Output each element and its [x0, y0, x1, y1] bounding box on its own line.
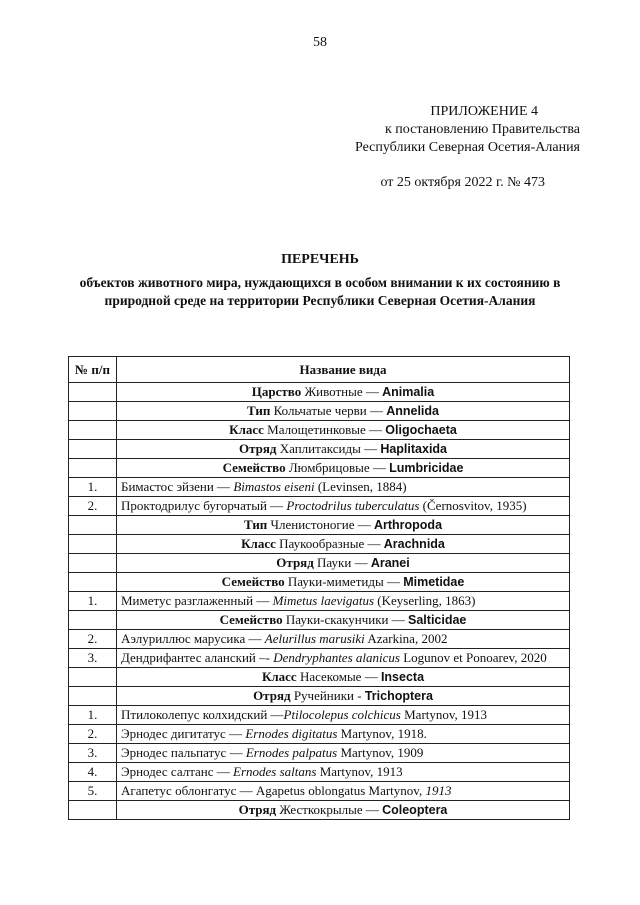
- taxon-name-latin: Arachnida: [383, 537, 445, 551]
- taxon-rank: Тип: [247, 403, 271, 418]
- taxon-group-row: [69, 535, 570, 554]
- species-row: [69, 478, 570, 497]
- taxon-separator: —: [369, 460, 390, 475]
- species-name-cell: [117, 782, 570, 801]
- species-name-cell: [117, 725, 570, 744]
- species-author: Martynov, 1913: [316, 764, 403, 779]
- species-name-ru: Миметус разглаженный —: [121, 593, 273, 608]
- taxon-group-row: [69, 516, 570, 535]
- table-header-row: [69, 357, 570, 383]
- taxon-name-latin: Lumbricidae: [389, 461, 464, 475]
- species-name-latin: Bimastos eiseni: [233, 479, 315, 494]
- species-name-latin: Ernodes digitatus: [245, 726, 338, 741]
- species-name-cell: [117, 611, 570, 630]
- page-number: 58: [313, 35, 327, 50]
- taxon-separator: —: [361, 669, 381, 684]
- row-number: 2.: [69, 497, 117, 516]
- taxon-group-row: [69, 801, 570, 820]
- appendix-line-2: к постановлению Правительства: [384, 122, 580, 137]
- title-heading: ПЕРЕЧЕНЬ: [281, 252, 359, 267]
- species-author: (Levinsen, 1884): [314, 479, 407, 494]
- species-name-latin: Dendryphantes alanicus: [273, 650, 400, 665]
- species-name-ru: Аэлуриллюс марусика —: [121, 631, 265, 646]
- taxon-name-latin: Salticidae: [408, 613, 467, 627]
- species-name-cell: [117, 573, 570, 592]
- species-row: [69, 630, 570, 649]
- taxon-separator: —: [351, 555, 371, 570]
- appendix-decree-date: от 25 октября 2022 г. № 473: [380, 175, 545, 190]
- species-name-cell: [117, 459, 570, 478]
- species-author: Martynov,: [365, 783, 426, 798]
- row-number: 3.: [69, 744, 117, 763]
- taxon-name-ru: Ручейники: [293, 688, 354, 703]
- taxon-name-ru: Хаплитаксиды: [279, 441, 361, 456]
- taxon-rank: Отряд: [238, 441, 277, 456]
- species-name-cell: [117, 402, 570, 421]
- taxon-name-ru: Паукообразные: [279, 536, 365, 551]
- table-body: [69, 383, 570, 820]
- taxon-rank: Отряд: [276, 555, 314, 570]
- row-number: 2.: [69, 630, 117, 649]
- appendix-line-3: Республики Северная Осетия-Алания: [355, 140, 580, 155]
- taxon-separator: —: [364, 536, 384, 551]
- taxon-name-latin: Animalia: [382, 385, 435, 399]
- species-name-latin: Mimetus laevigatus: [272, 593, 375, 608]
- taxon-name-latin: Coleoptera: [382, 803, 448, 817]
- species-name-latin: Proctodrilus tuberculatus: [286, 498, 420, 513]
- species-author: Martynov, 1913: [400, 707, 488, 722]
- species-name-cell: [117, 516, 570, 535]
- taxon-separator: —: [388, 612, 409, 627]
- species-row: [69, 763, 570, 782]
- species-name-cell: [117, 687, 570, 706]
- species-name-cell: [117, 383, 570, 402]
- taxon-rank: Класс: [261, 669, 297, 684]
- species-name-ru: Агапетус облонгатус —: [121, 783, 256, 798]
- species-name-ru: Эрнодес дигитатус —: [121, 726, 246, 741]
- taxon-name-ru: Пауки-миметиды: [287, 574, 384, 589]
- taxon-name-latin: Oligochaeta: [385, 423, 457, 437]
- taxon-separator: —: [354, 517, 374, 532]
- species-name-latin: Agapetus oblongatus: [255, 783, 366, 798]
- taxon-separator: —: [362, 384, 383, 399]
- title-subtitle: объектов животного мира, нуждающихся в особом внимании к их состоянию в природной среде на территории Республики Северная Осетия-Алания: [79, 275, 561, 308]
- row-number: 5.: [69, 782, 117, 801]
- taxon-group-row: [69, 668, 570, 687]
- taxon-separator: —: [366, 403, 387, 418]
- taxon-name-latin: Arthropoda: [373, 518, 443, 532]
- row-number: 1.: [69, 478, 117, 497]
- taxon-rank: Царство: [251, 384, 302, 399]
- species-name-cell: [117, 592, 570, 611]
- species-name-cell: [117, 763, 570, 782]
- species-row: [69, 497, 570, 516]
- row-number: 2.: [69, 725, 117, 744]
- taxon-separator: —: [365, 422, 386, 437]
- species-name-cell: [117, 440, 570, 459]
- row-number: [69, 402, 117, 421]
- taxon-name-ru: Малощетинковые: [267, 422, 366, 437]
- taxon-name-ru: Животные: [304, 384, 363, 399]
- species-name-latin: Ernodes palpatus: [245, 745, 338, 760]
- taxon-separator: —: [360, 441, 381, 456]
- species-name-cell: [117, 630, 570, 649]
- taxon-name-ru: Кольчатые черви: [273, 403, 367, 418]
- row-number: [69, 535, 117, 554]
- species-row: [69, 592, 570, 611]
- taxon-name-ru: Люмбрицовые: [288, 460, 370, 475]
- taxon-name-latin: Mimetidae: [403, 575, 465, 589]
- row-number: [69, 573, 117, 592]
- species-name-cell: [117, 535, 570, 554]
- row-number: [69, 554, 117, 573]
- species-author: Azarkina, 2002: [364, 631, 448, 646]
- taxon-group-row: [69, 383, 570, 402]
- species-name-cell: [117, 649, 570, 668]
- row-number: [69, 687, 117, 706]
- species-name-latin: Ernodes saltans: [233, 764, 317, 779]
- species-name-ru: Птилоколепус колхидский —: [121, 707, 284, 722]
- taxon-name-latin: Aranei: [370, 556, 410, 570]
- taxon-name-ru: Пауки: [317, 555, 352, 570]
- species-name-cell: [117, 478, 570, 497]
- species-author-year: 1913: [425, 783, 452, 798]
- taxon-rank: Семейство: [219, 612, 283, 627]
- species-name-cell: [117, 744, 570, 763]
- species-author: (Černosvitov, 1935): [419, 498, 527, 513]
- taxon-group-row: [69, 554, 570, 573]
- column-header-number: № п/п: [69, 357, 117, 383]
- taxon-name-ru: Пауки-скакунчики: [285, 612, 389, 627]
- row-number: [69, 440, 117, 459]
- taxon-rank: Семейство: [221, 574, 285, 589]
- column-header-species-name: Название вида: [117, 357, 570, 383]
- taxon-name-latin: Haplitaxida: [380, 442, 447, 456]
- taxon-group-row: [69, 611, 570, 630]
- taxon-rank: Тип: [243, 517, 268, 532]
- species-name-cell: [117, 801, 570, 820]
- taxon-name-ru: Насекомые: [299, 669, 362, 684]
- taxon-rank: Класс: [241, 536, 276, 551]
- species-name-ru: Проктодрилус бугорчатый —: [121, 498, 287, 513]
- row-number: 1.: [69, 706, 117, 725]
- species-author: Martynov, 1918.: [337, 726, 427, 741]
- species-table: [68, 356, 570, 820]
- taxon-group-row: [69, 687, 570, 706]
- taxon-separator: -: [354, 688, 365, 703]
- species-name-cell: [117, 706, 570, 725]
- taxon-name-latin: Insecta: [380, 670, 425, 684]
- species-author: Martynov, 1909: [337, 745, 424, 760]
- row-number: 3.: [69, 649, 117, 668]
- species-name-cell: [117, 668, 570, 687]
- species-name-cell: [117, 497, 570, 516]
- row-number: [69, 611, 117, 630]
- species-row: [69, 725, 570, 744]
- taxon-rank: Отряд: [253, 688, 291, 703]
- taxon-group-row: [69, 402, 570, 421]
- row-number: [69, 421, 117, 440]
- species-name-ru: Эрнодес пальпатус —: [121, 745, 246, 760]
- species-name-ru: Эрнодес салтанс —: [121, 764, 234, 779]
- row-number: [69, 668, 117, 687]
- taxon-group-row: [69, 421, 570, 440]
- taxon-separator: —: [362, 802, 383, 817]
- species-row: [69, 744, 570, 763]
- row-number: [69, 459, 117, 478]
- taxon-rank: Отряд: [238, 802, 277, 817]
- appendix-title: ПРИЛОЖЕНИЕ 4: [430, 104, 538, 119]
- row-number: [69, 801, 117, 820]
- taxon-rank: Семейство: [222, 460, 286, 475]
- species-row: [69, 706, 570, 725]
- species-author: Logunov et Ponoarev, 2020: [399, 650, 547, 665]
- taxon-name-ru: Членистоногие: [270, 517, 355, 532]
- species-name-ru: Дендрифантес аланский –-: [121, 650, 274, 665]
- species-name-cell: [117, 421, 570, 440]
- species-name-latin: Ptilocolepus colchicus: [283, 707, 401, 722]
- species-name-cell: [117, 554, 570, 573]
- taxon-group-row: [69, 459, 570, 478]
- taxon-name-latin: Annelida: [386, 404, 439, 418]
- taxon-name-ru: Жесткокрылые: [279, 802, 363, 817]
- species-author: (Keyserling, 1863): [374, 593, 476, 608]
- document-title: [60, 252, 580, 310]
- species-row: [69, 649, 570, 668]
- species-name-latin: Aelurillus marusiki: [264, 631, 365, 646]
- taxon-name-latin: Trichoptera: [364, 689, 433, 703]
- species-name-ru: Бимастос эйзени —: [121, 479, 234, 494]
- row-number: 1.: [69, 592, 117, 611]
- taxon-rank: Класс: [229, 422, 264, 437]
- row-number: 4.: [69, 763, 117, 782]
- row-number: [69, 516, 117, 535]
- taxon-group-row: [69, 573, 570, 592]
- row-number: [69, 383, 117, 402]
- species-row: [69, 782, 570, 801]
- taxon-group-row: [69, 440, 570, 459]
- taxon-separator: —: [383, 574, 404, 589]
